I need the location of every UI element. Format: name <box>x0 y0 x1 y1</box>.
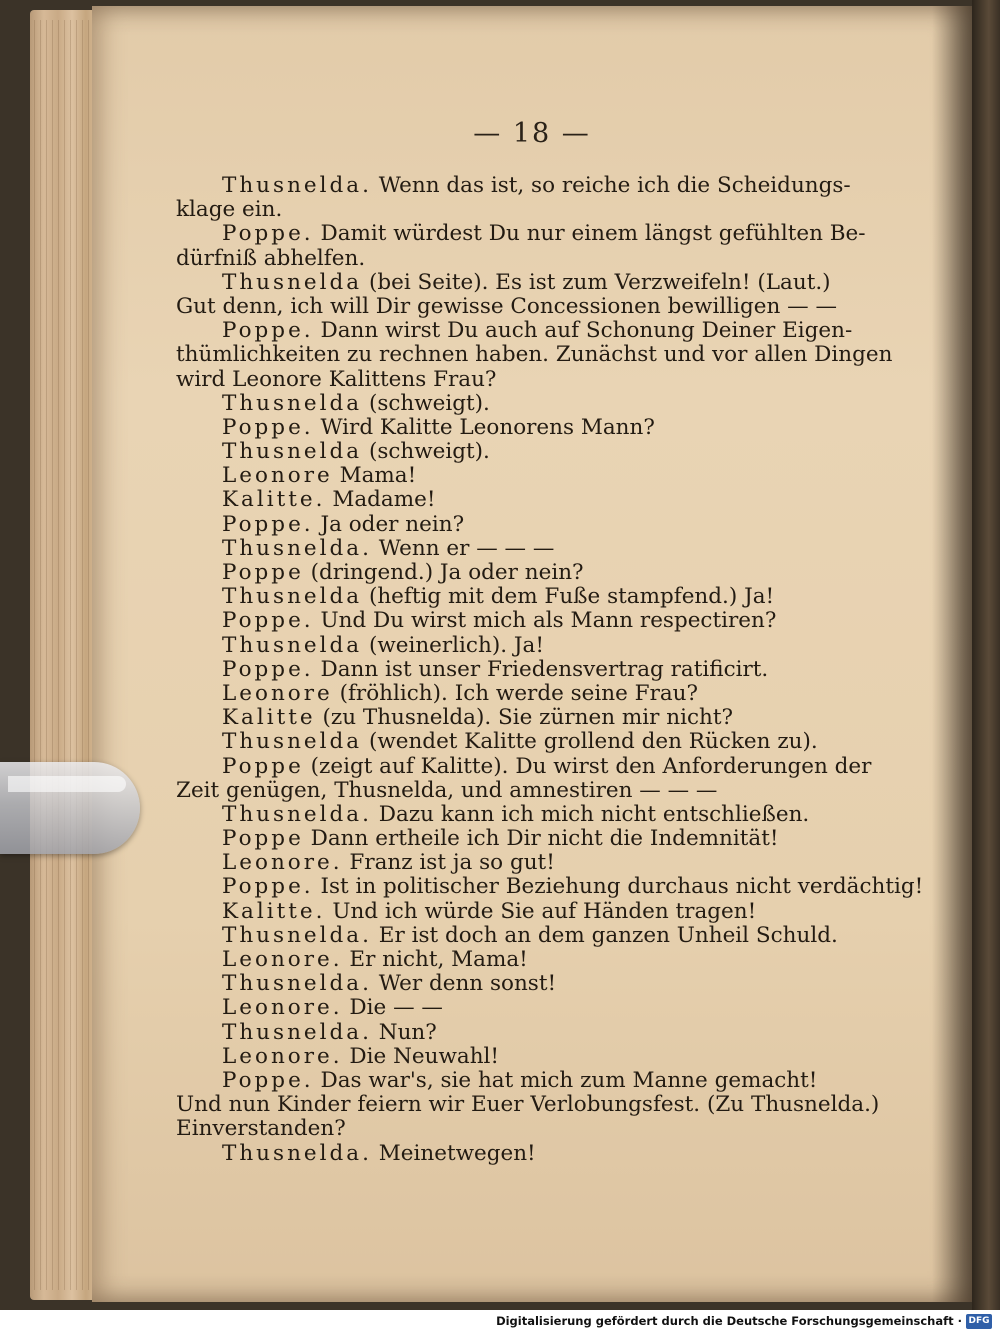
line-text: (dringend.) Ja oder nein? <box>303 561 584 585</box>
line-text: (schweigt). <box>362 440 490 465</box>
speaker-name: Thusnelda <box>222 440 363 465</box>
line-text: Dann ertheile ich Dir nicht die Indemnität! <box>303 827 779 852</box>
line-text: Wer denn sonst! <box>371 972 557 997</box>
text-line <box>176 464 966 488</box>
line-text: (wendet Kalitte grollend den Rücken zu). <box>362 730 818 755</box>
line-text: dürfniß abhelfen. <box>176 246 366 271</box>
text-line <box>176 851 966 875</box>
speaker-name: Thusnelda. <box>222 536 372 561</box>
text-line <box>176 1142 966 1166</box>
text-line <box>176 827 966 851</box>
speaker-name: Thusnelda <box>222 391 363 416</box>
line-text: Gut denn, ich will Dir gewisse Concessionen bewilligen — — <box>176 294 837 319</box>
line-text: Und nun Kinder feiern wir Euer Verlobungsfest. (Zu Thusnelda.) <box>176 1093 880 1118</box>
text-line <box>176 682 966 706</box>
text-line <box>176 803 966 827</box>
line-text: Er nicht, Mama! <box>342 948 528 972</box>
speaker-name: Poppe <box>222 561 304 585</box>
text-line <box>176 755 966 779</box>
line-text: (zeigt auf Kalitte). Du wirst den Anforderungen der <box>303 754 872 779</box>
text-line <box>176 392 966 416</box>
speaker-name: Poppe. <box>222 875 314 900</box>
text-line <box>176 295 966 319</box>
line-text: klage ein. <box>176 198 283 223</box>
text-line <box>176 1021 966 1045</box>
speaker-name: Kalitte <box>222 706 316 731</box>
speaker-name: Leonore. <box>222 948 343 972</box>
text-line <box>176 609 966 633</box>
text-line <box>176 1069 966 1093</box>
text-line <box>176 174 966 198</box>
text-line <box>176 247 966 271</box>
text-line <box>176 222 966 246</box>
text-line <box>176 416 966 440</box>
text-line <box>176 440 966 464</box>
line-text: Die — — <box>342 996 443 1021</box>
page-stack-edges <box>34 20 94 1290</box>
line-text: Wenn er — — — <box>371 536 555 561</box>
text-line <box>176 658 966 682</box>
speaker-name: Poppe. <box>222 609 314 634</box>
book-cover-edge <box>972 0 1000 1310</box>
line-text: Damit würdest Du nur einem längst gefühlten Be- <box>313 222 866 247</box>
line-text: wird Leonore Kalittens Frau? <box>176 367 497 392</box>
speaker-name: Poppe. <box>222 1068 314 1093</box>
text-line <box>176 875 966 899</box>
speaker-name: Poppe. <box>222 657 314 682</box>
speaker-name: Poppe. <box>222 512 314 537</box>
text-line <box>176 1117 966 1141</box>
text-line <box>176 972 966 996</box>
line-text: Und Du wirst mich als Mann respectiren? <box>313 609 777 634</box>
line-text: (weinerlich). Ja! <box>362 633 544 658</box>
line-text: Madame! <box>325 488 436 513</box>
line-text: Das war's, sie hat mich zum Manne gemacht! <box>313 1068 818 1093</box>
line-text: Dann wirst Du auch auf Schonung Deiner Eigen- <box>313 319 853 344</box>
speaker-name: Thusnelda. <box>222 1141 372 1166</box>
speaker-name: Poppe <box>222 754 304 779</box>
line-text: Wird Kalitte Leonorens Mann? <box>313 415 655 440</box>
speaker-name: Kalitte. <box>222 488 326 513</box>
footer-credit: Digitalisierung gefördert durch die Deutsche Forschungsgemeinschaft · <box>496 1314 962 1328</box>
speaker-name: Thusnelda. <box>222 972 372 997</box>
page-number: — 18 — <box>473 118 591 149</box>
text-line <box>176 1093 966 1117</box>
speaker-name: Poppe. <box>222 319 314 344</box>
line-text: Wenn das ist, so reiche ich die Scheidungs- <box>371 174 851 198</box>
text-line <box>176 585 966 609</box>
text-line <box>176 1045 966 1069</box>
speaker-name: Leonore. <box>222 1044 343 1069</box>
line-text: thümlichkeiten zu rechnen haben. Zunächst und vor allen Dingen <box>176 343 893 368</box>
speaker-name: Poppe. <box>222 222 314 247</box>
line-text: (fröhlich). Ich werde seine Frau? <box>332 681 699 706</box>
line-text: (heftig mit dem Fuße stampfend.) Ja! <box>362 585 775 610</box>
line-text: Die Neuwahl! <box>342 1044 500 1069</box>
speaker-name: Thusnelda. <box>222 1020 372 1045</box>
text-line <box>176 706 966 730</box>
line-text: Nun? <box>371 1020 437 1045</box>
text-line <box>176 561 966 585</box>
text-line <box>176 343 966 367</box>
speaker-name: Leonore <box>222 681 333 706</box>
text-line <box>176 513 966 537</box>
text-line <box>176 537 966 561</box>
line-text: (bei Seite). Es ist zum Verzweifeln! (Laut.) <box>362 270 831 295</box>
line-text: Meinetwegen! <box>371 1141 536 1166</box>
line-text: Zeit genügen, Thusnelda, und amnestiren — — — <box>176 778 718 803</box>
line-text: (schweigt). <box>362 391 490 416</box>
speaker-name: Thusnelda <box>222 730 363 755</box>
text-line <box>176 319 966 343</box>
text-line <box>176 730 966 754</box>
text-line <box>176 271 966 295</box>
speaker-name: Poppe <box>222 827 304 852</box>
text-line <box>176 948 966 972</box>
dfg-logo-icon: DFG <box>966 1314 992 1329</box>
speaker-name: Thusnelda <box>222 585 363 610</box>
speaker-name: Thusnelda <box>222 270 363 295</box>
line-text: Er ist doch an dem ganzen Unheil Schuld. <box>371 923 838 948</box>
speaker-name: Kalitte. <box>222 899 326 924</box>
text-line <box>176 779 966 803</box>
text-line <box>176 900 966 924</box>
line-text: Dann ist unser Friedensvertrag ratificirt. <box>313 657 769 682</box>
line-text: Und ich würde Sie auf Händen tragen! <box>325 899 757 924</box>
speaker-name: Thusnelda. <box>222 174 372 198</box>
book-page <box>92 6 972 1302</box>
text-line <box>176 368 966 392</box>
page-text <box>176 174 966 1166</box>
line-text: Einverstanden? <box>176 1117 346 1142</box>
digitization-footer <box>0 1310 1000 1334</box>
speaker-name: Thusnelda <box>222 633 363 658</box>
line-text: Ist in politischer Beziehung durchaus nicht verdächtig! <box>313 875 924 900</box>
line-text: Dazu kann ich mich nicht entschließen. <box>371 802 810 827</box>
text-line <box>176 996 966 1020</box>
text-line <box>176 634 966 658</box>
speaker-name: Thusnelda. <box>222 923 372 948</box>
speaker-name: Poppe. <box>222 415 314 440</box>
line-text: Mama! <box>332 464 417 489</box>
line-text: (zu Thusnelda). Sie zürnen mir nicht? <box>315 706 734 731</box>
speaker-name: Leonore. <box>222 851 343 876</box>
text-line <box>176 488 966 512</box>
line-text: Ja oder nein? <box>313 512 465 537</box>
text-line <box>176 198 966 222</box>
line-text: Franz ist ja so gut! <box>342 851 555 876</box>
page-clip-highlight <box>8 776 126 792</box>
speaker-name: Leonore. <box>222 996 343 1021</box>
speaker-name: Thusnelda. <box>222 802 372 827</box>
speaker-name: Leonore <box>222 464 333 489</box>
text-line <box>176 924 966 948</box>
